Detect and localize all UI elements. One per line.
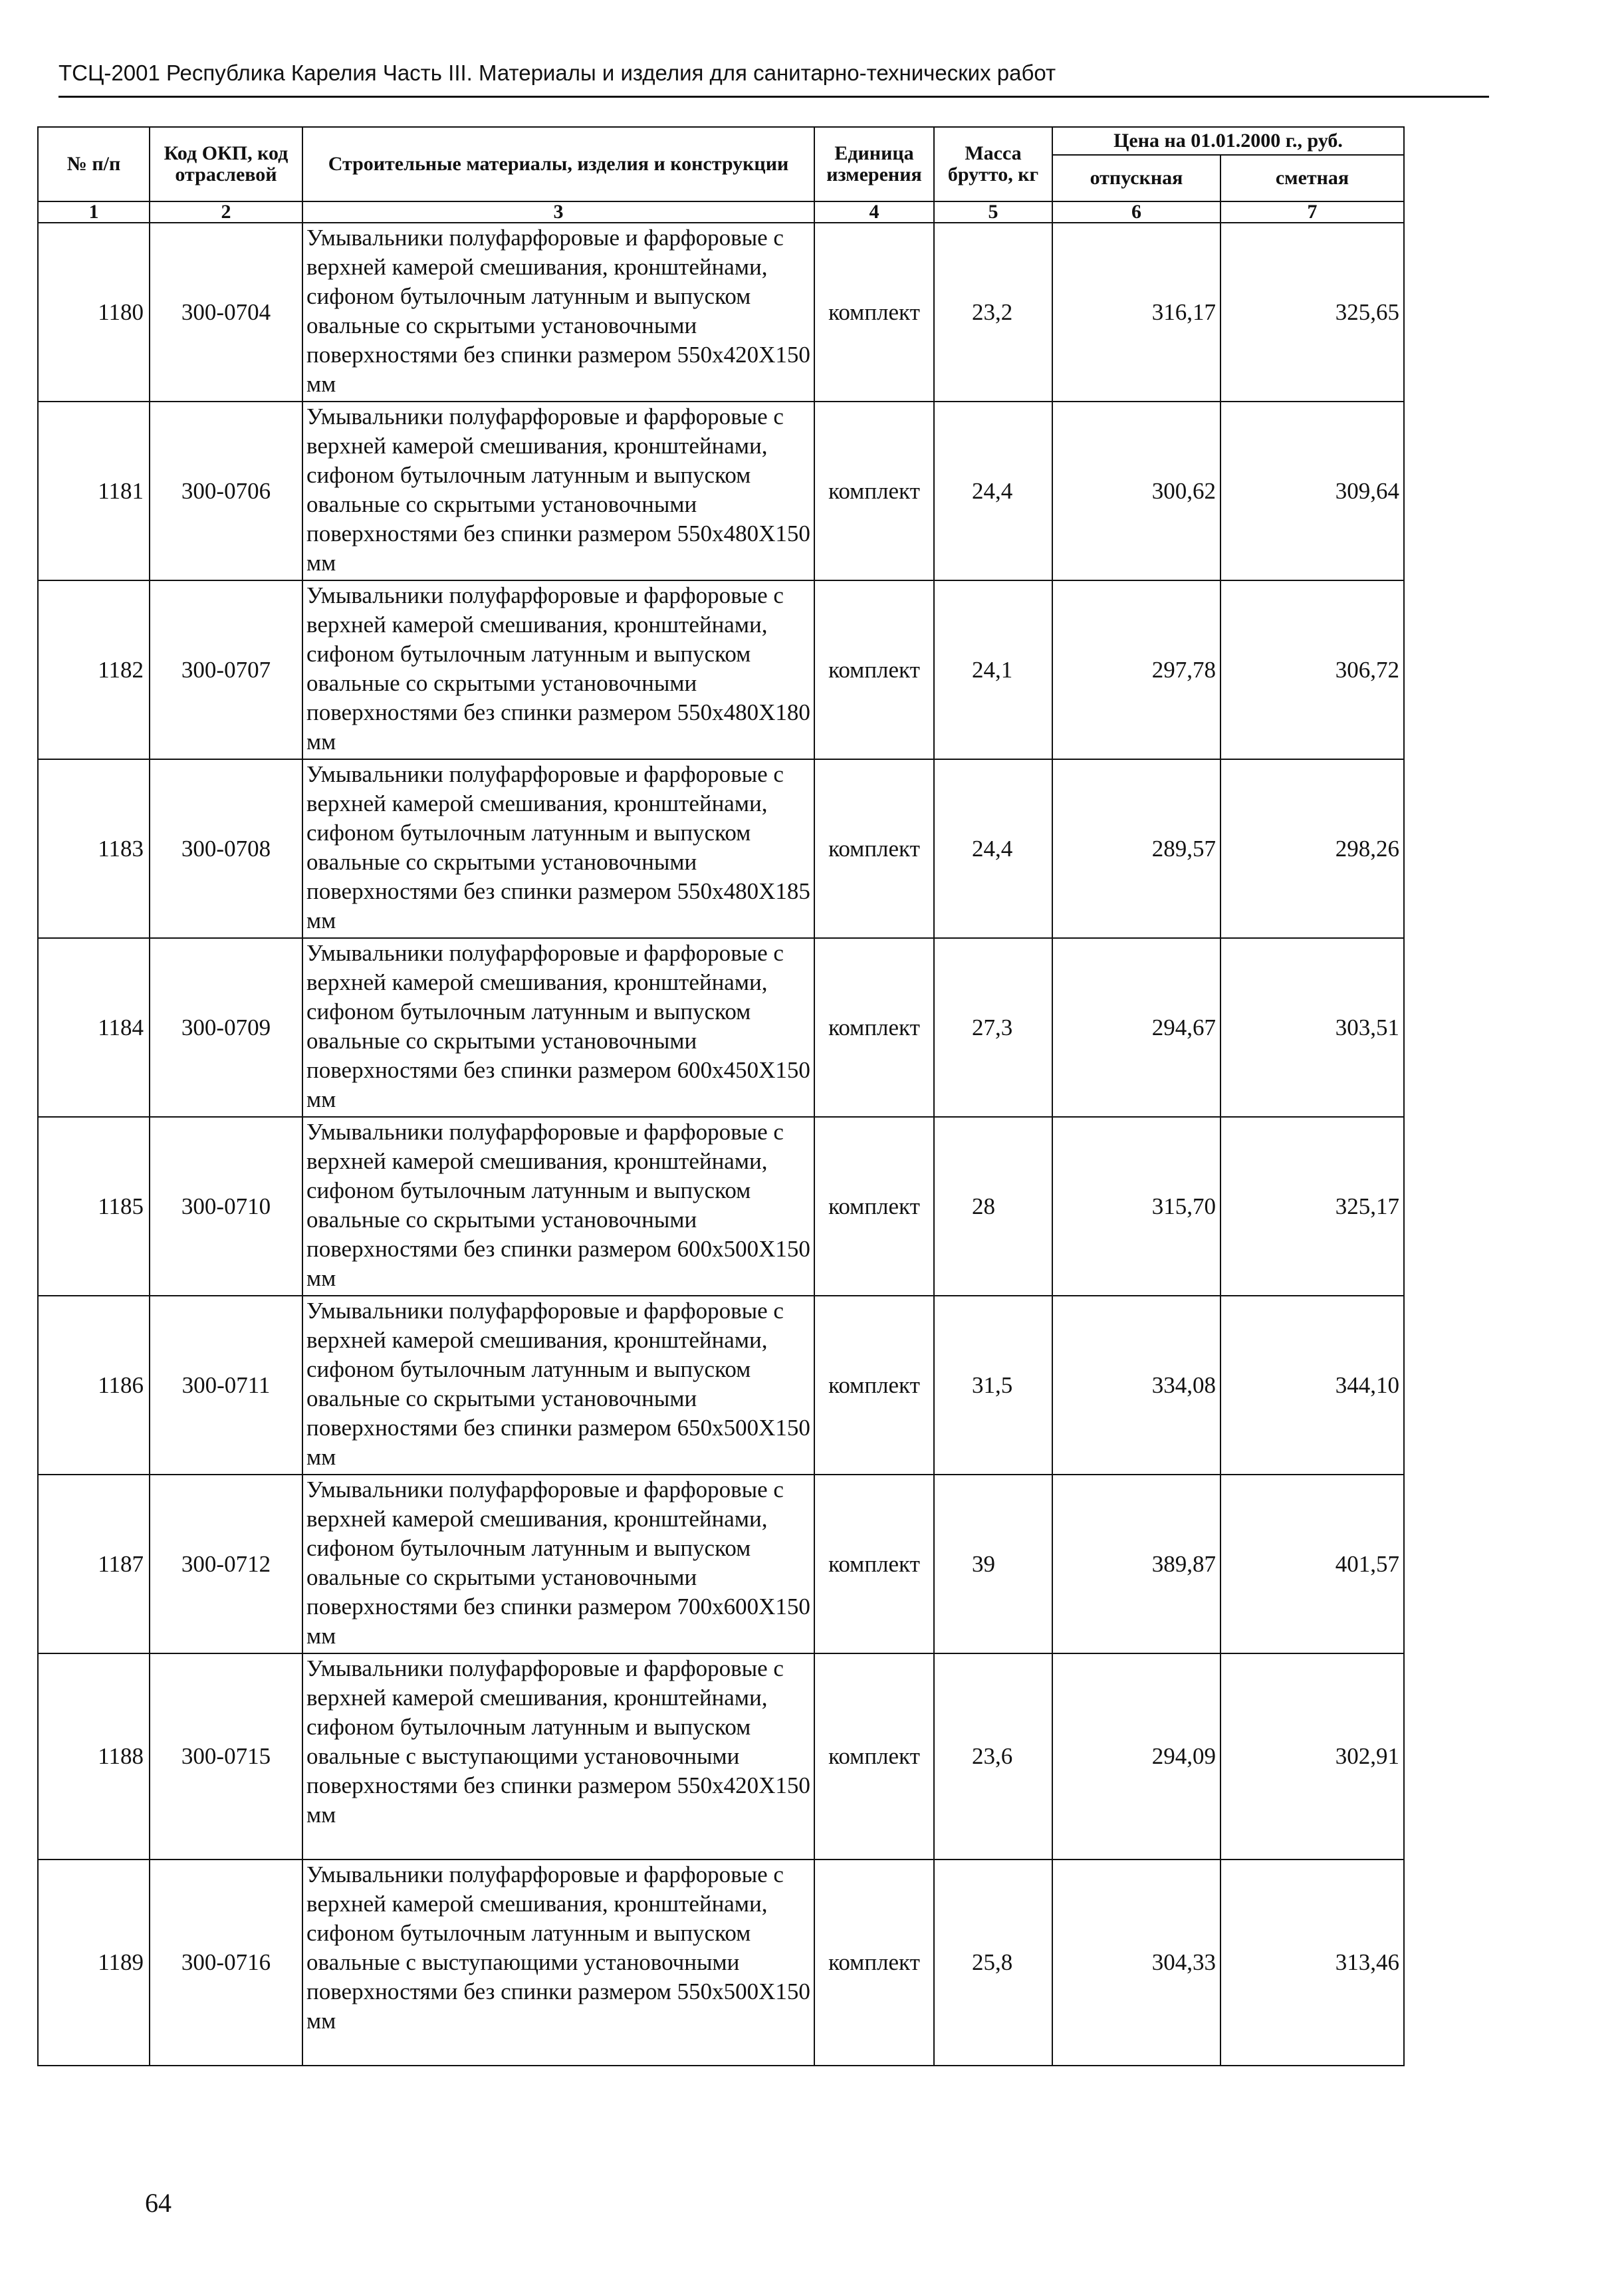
estimate-price: 309,64 — [1220, 402, 1404, 580]
gross-mass: 39 — [934, 1475, 1052, 1653]
release-price: 300,62 — [1052, 402, 1220, 580]
material-description: Умывальники полуфарфоровые и фарфоровые с верхней камерой смешивания, кронштейнами, сифоном бутылочным латунным и выпуском овальные со скрытыми установочными поверхностями без спинки размером 700х600Х150 мм — [302, 1475, 814, 1653]
column-number: 7 — [1220, 201, 1404, 223]
header-unit: Единица измерения — [814, 127, 934, 201]
header-price-estimate: сметная — [1220, 155, 1404, 201]
material-description: Умывальники полуфарфоровые и фарфоровые с верхней камерой смешивания, кронштейнами, сифоном бутылочным латунным и выпуском овальные со скрытыми установочными поверхностями без спинки размером 600х500Х150 мм — [302, 1117, 814, 1296]
material-description: Умывальники полуфарфоровые и фарфоровые с верхней камерой смешивания, кронштейнами, сифоном бутылочным латунным и выпуском овальные со скрытыми установочными поверхностями без спинки размером 550х480Х185 мм — [302, 759, 814, 938]
release-price: 297,78 — [1052, 580, 1220, 759]
release-price: 289,57 — [1052, 759, 1220, 938]
release-price: 315,70 — [1052, 1117, 1220, 1296]
material-description: Умывальники полуфарфоровые и фарфоровые с верхней камерой смешивания, кронштейнами, сифоном бутылочным латунным и выпуском овальные со скрытыми установочными поверхностями без спинки размером 550х480Х150 мм — [302, 402, 814, 580]
header-price-group: Цена на 01.01.2000 г., руб. — [1052, 127, 1404, 155]
table-row — [38, 1860, 1404, 2066]
okp-code: 300-0712 — [150, 1475, 302, 1653]
okp-code: 300-0710 — [150, 1117, 302, 1296]
release-price: 294,67 — [1052, 938, 1220, 1117]
header-desc: Строительные материалы, изделия и конструкции — [302, 127, 814, 201]
okp-code: 300-0706 — [150, 402, 302, 580]
material-description: Умывальники полуфарфоровые и фарфоровые с верхней камерой смешивания, кронштейнами, сифоном бутылочным латунным и выпуском овальные со скрытыми установочными поверхностями без спинки размером 550х420Х150 мм — [302, 223, 814, 402]
table-row — [38, 580, 1404, 759]
okp-code: 300-0708 — [150, 759, 302, 938]
column-number: 4 — [814, 201, 934, 223]
okp-code: 300-0707 — [150, 580, 302, 759]
table-row — [38, 1653, 1404, 1860]
header-num: № п/п — [38, 127, 150, 201]
gross-mass: 31,5 — [934, 1296, 1052, 1475]
material-description: Умывальники полуфарфоровые и фарфоровые с верхней камерой смешивания, кронштейнами, сифоном бутылочным латунным и выпуском овальные со скрытыми установочными поверхностями без спинки размером 550х480Х180 мм — [302, 580, 814, 759]
table-row — [38, 759, 1404, 938]
release-price: 304,33 — [1052, 1860, 1220, 2066]
estimate-price: 325,17 — [1220, 1117, 1404, 1296]
material-description: Умывальники полуфарфоровые и фарфоровые с верхней камерой смешивания, кронштейнами, сифоном бутылочным латунным и выпуском овальные со скрытыми установочными поверхностями без спинки размером 600х450Х150 мм — [302, 938, 814, 1117]
row-number: 1186 — [38, 1296, 150, 1475]
header-code: Код ОКП, код отраслевой — [150, 127, 302, 201]
page-header: ТСЦ-2001 Республика Карелия Часть III. Материалы и изделия для санитарно-технических работ — [58, 60, 1056, 85]
row-number: 1181 — [38, 402, 150, 580]
material-description: Умывальники полуфарфоровые и фарфоровые с верхней камерой смешивания, кронштейнами, сифоном бутылочным латунным и выпуском овальные с выступающими установочными поверхностями без спинки размером 550х500Х150 мм — [302, 1860, 814, 2066]
okp-code: 300-0715 — [150, 1653, 302, 1860]
gross-mass: 23,6 — [934, 1653, 1052, 1860]
gross-mass: 23,2 — [934, 223, 1052, 402]
estimate-price: 325,65 — [1220, 223, 1404, 402]
table-row — [38, 402, 1404, 580]
okp-code: 300-0716 — [150, 1860, 302, 2066]
row-number: 1180 — [38, 223, 150, 402]
column-number: 5 — [934, 201, 1052, 223]
table-body — [38, 223, 1404, 2066]
estimate-price: 303,51 — [1220, 938, 1404, 1117]
column-number: 6 — [1052, 201, 1220, 223]
material-description: Умывальники полуфарфоровые и фарфоровые с верхней камерой смешивания, кронштейнами, сифоном бутылочным латунным и выпуском овальные со скрытыми установочными поверхностями без спинки размером 650х500Х150 мм — [302, 1296, 814, 1475]
material-description: Умывальники полуфарфоровые и фарфоровые с верхней камерой смешивания, кронштейнами, сифоном бутылочным латунным и выпуском овальные с выступающими установочными поверхностями без спинки размером 550х420Х150 мм — [302, 1653, 814, 1860]
gross-mass: 27,3 — [934, 938, 1052, 1117]
release-price: 294,09 — [1052, 1653, 1220, 1860]
row-number: 1188 — [38, 1653, 150, 1860]
table-row — [38, 1117, 1404, 1296]
gross-mass: 28 — [934, 1117, 1052, 1296]
page-number: 64 — [145, 2188, 172, 2218]
unit-of-measure: комплект — [814, 1296, 934, 1475]
table-row — [38, 223, 1404, 402]
unit-of-measure: комплект — [814, 1860, 934, 2066]
okp-code: 300-0704 — [150, 223, 302, 402]
gross-mass: 24,4 — [934, 402, 1052, 580]
unit-of-measure: комплект — [814, 938, 934, 1117]
unit-of-measure: комплект — [814, 759, 934, 938]
header-price-release: отпускная — [1052, 155, 1220, 201]
column-number: 2 — [150, 201, 302, 223]
row-number: 1189 — [38, 1860, 150, 2066]
gross-mass: 25,8 — [934, 1860, 1052, 2066]
column-number-row — [38, 201, 1404, 223]
table-header — [38, 127, 1404, 223]
gross-mass: 24,4 — [934, 759, 1052, 938]
estimate-price: 298,26 — [1220, 759, 1404, 938]
column-number: 3 — [302, 201, 814, 223]
column-number: 1 — [38, 201, 150, 223]
release-price: 389,87 — [1052, 1475, 1220, 1653]
unit-of-measure: комплект — [814, 1475, 934, 1653]
row-number: 1183 — [38, 759, 150, 938]
price-table — [37, 126, 1405, 2066]
row-number: 1182 — [38, 580, 150, 759]
unit-of-measure: комплект — [814, 402, 934, 580]
unit-of-measure: комплект — [814, 580, 934, 759]
row-number: 1185 — [38, 1117, 150, 1296]
header-mass: Масса брутто, кг — [934, 127, 1052, 201]
okp-code: 300-0709 — [150, 938, 302, 1117]
gross-mass: 24,1 — [934, 580, 1052, 759]
table-row — [38, 938, 1404, 1117]
okp-code: 300-0711 — [150, 1296, 302, 1475]
row-number: 1184 — [38, 938, 150, 1117]
release-price: 316,17 — [1052, 223, 1220, 402]
unit-of-measure: комплект — [814, 1653, 934, 1860]
release-price: 334,08 — [1052, 1296, 1220, 1475]
estimate-price: 306,72 — [1220, 580, 1404, 759]
table-row — [38, 1475, 1404, 1653]
estimate-price: 313,46 — [1220, 1860, 1404, 2066]
estimate-price: 401,57 — [1220, 1475, 1404, 1653]
header-divider — [58, 96, 1489, 98]
unit-of-measure: комплект — [814, 223, 934, 402]
table-row — [38, 1296, 1404, 1475]
estimate-price: 344,10 — [1220, 1296, 1404, 1475]
estimate-price: 302,91 — [1220, 1653, 1404, 1860]
row-number: 1187 — [38, 1475, 150, 1653]
unit-of-measure: комплект — [814, 1117, 934, 1296]
